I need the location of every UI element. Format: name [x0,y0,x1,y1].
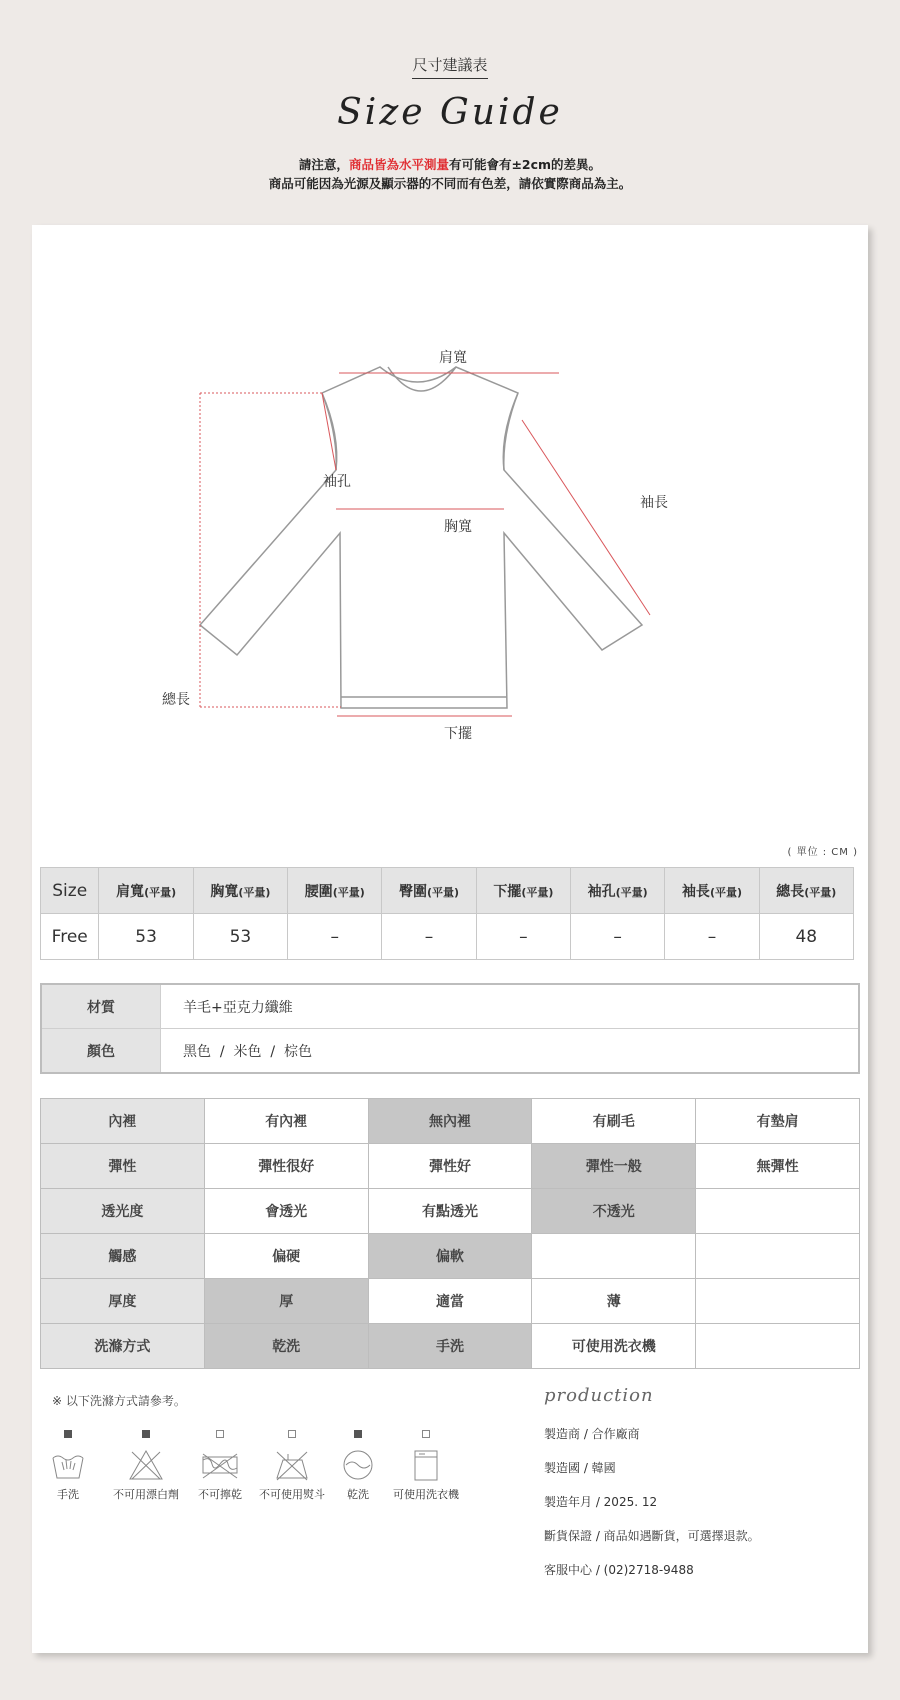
feature-option: 可使用洗衣機 [532,1324,696,1369]
wash-checkbox [422,1430,430,1438]
feature-option: 偏硬 [204,1234,368,1279]
size-header: Size [41,868,99,914]
feature-option: 厚 [204,1279,368,1324]
feature-option: 有點透光 [368,1189,532,1234]
table-row [41,1234,860,1279]
no-iron-icon [274,1448,310,1482]
length-value: 48 [759,914,853,960]
feature-option: 有墊肩 [696,1099,860,1144]
no-wring-icon [200,1448,240,1482]
wash-item-washing-machine [386,1430,466,1502]
feature-option: 手洗 [368,1324,532,1369]
feature-label: 厚度 [41,1279,205,1324]
color-label: 顏色 [41,1029,161,1074]
feature-option [696,1279,860,1324]
production-date: 製造年月 / 2025. 12 [544,1495,658,1509]
wash-item-no-iron [254,1430,330,1502]
header-sleeve: 袖長(平量) [665,868,759,914]
wash-label: 可使用洗衣機 [393,1488,459,1501]
material-value: 羊毛+亞克力纖維 [161,984,860,1029]
material-table [40,983,860,1074]
wash-label: 不可擰乾 [198,1488,242,1501]
color-row [41,1029,859,1074]
page-title: Size Guide [337,92,563,133]
feature-option: 有刷毛 [532,1099,696,1144]
feature-option [696,1234,860,1279]
feature-option: 無內裡 [368,1099,532,1144]
label-chest: 胸寬 [444,519,472,535]
feature-option: 不透光 [532,1189,696,1234]
note-suffix: 有可能會有±2cm的差異。 [448,157,602,172]
measurement-note [0,155,900,193]
sleeve-value: – [665,914,759,960]
wash-checkbox [142,1430,150,1438]
washing-machine-icon [408,1448,444,1482]
wash-item-no-wring [192,1430,248,1502]
no-bleach-icon [128,1448,164,1482]
feature-option: 適當 [368,1279,532,1324]
header-hip: 臀圍(平量) [382,868,476,914]
table-row [41,1099,860,1144]
wash-checkbox [288,1430,296,1438]
feature-option [696,1189,860,1234]
feature-option: 無彈性 [696,1144,860,1189]
shoulder-value: 53 [99,914,193,960]
production-manufacturer: 製造商 / 合作廠商 [544,1427,640,1441]
wash-label: 手洗 [57,1488,79,1501]
wash-checkbox [64,1430,72,1438]
wash-checkbox [354,1430,362,1438]
wash-checkbox [216,1430,224,1438]
feature-label: 洗滌方式 [41,1324,205,1369]
feature-option: 彈性很好 [204,1144,368,1189]
hip-value: – [382,914,476,960]
material-row [41,984,859,1029]
feature-option: 偏軟 [368,1234,532,1279]
chest-value: 53 [193,914,287,960]
wash-label: 不可使用熨斗 [259,1488,325,1501]
wash-label: 乾洗 [347,1488,369,1501]
size-value: Free [41,914,99,960]
wash-item-dry-clean [338,1430,378,1502]
header-shoulder: 肩寬(平量) [99,868,193,914]
label-sleeve: 袖長 [640,495,668,511]
table-row [41,1324,860,1369]
production-out-of-stock: 斷貨保證 / 商品如遇斷貨，可選擇退款。 [544,1529,760,1543]
garment-diagram [32,225,868,825]
hand-wash-icon [50,1448,86,1482]
feature-option [696,1324,860,1369]
feature-label: 彈性 [41,1144,205,1189]
feature-option: 乾洗 [204,1324,368,1369]
label-hem: 下擺 [444,726,472,742]
note-highlight: 商品皆為水平測量 [348,157,449,172]
subtitle-zh [0,54,900,79]
content-card [32,225,868,1653]
material-label: 材質 [41,984,161,1029]
dry-clean-icon [340,1448,376,1482]
wash-item-no-bleach [106,1430,186,1502]
color-value: 黑色 / 米色 / 棕色 [161,1029,860,1074]
production-country: 製造國 / 韓國 [544,1461,616,1475]
armhole-value: – [571,914,665,960]
header-armhole: 袖孔(平量) [571,868,665,914]
production-title: production [544,1385,654,1406]
production-service: 客服中心 / (02)2718-9488 [544,1563,694,1577]
feature-option: 彈性好 [368,1144,532,1189]
header-hem: 下擺(平量) [476,868,570,914]
feature-label: 觸感 [41,1234,205,1279]
waist-value: – [288,914,382,960]
feature-label: 內裡 [41,1099,205,1144]
note-prefix: 請注意， [298,157,349,172]
feature-option: 會透光 [204,1189,368,1234]
feature-option: 有內裡 [204,1099,368,1144]
feature-table [40,1098,860,1369]
label-length: 總長 [162,692,190,708]
hem-value: – [476,914,570,960]
header-chest: 胸寬(平量) [193,868,287,914]
unit-label: ( 單位 : CM ) [787,847,858,858]
label-armhole: 袖孔 [323,474,351,490]
wash-label: 不可用漂白劑 [113,1488,179,1501]
table-row [41,914,854,960]
washing-note: ※ 以下洗滌方式請參考。 [52,1394,186,1408]
feature-option: 薄 [532,1279,696,1324]
note-line2: 商品可能因為光源及顯示器的不同而有色差，請依實際商品為主。 [268,176,632,191]
label-shoulder: 肩寬 [439,350,467,366]
feature-option [532,1234,696,1279]
wash-item-hand-wash [48,1430,88,1502]
table-row [41,1189,860,1234]
header-waist: 腰圍(平量) [288,868,382,914]
table-row [41,1279,860,1324]
table-row [41,1144,860,1189]
size-guide-subtitle: 尺寸建議表 [412,54,487,79]
size-table-header [41,868,854,914]
size-table [40,867,854,960]
feature-option: 彈性一般 [532,1144,696,1189]
feature-label: 透光度 [41,1189,205,1234]
header-length: 總長(平量) [759,868,853,914]
